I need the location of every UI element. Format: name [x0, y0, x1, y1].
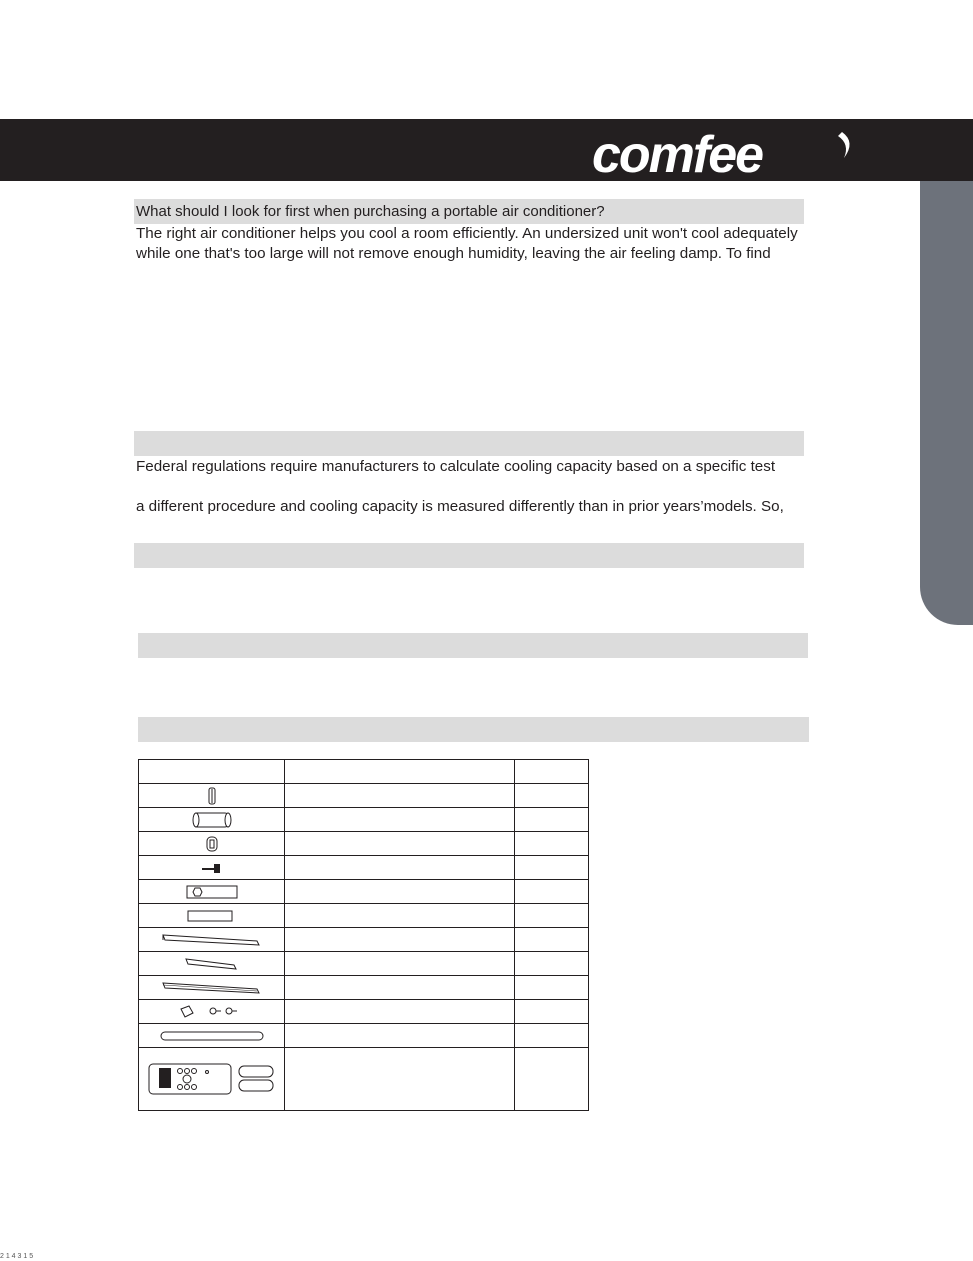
part-image-cell — [139, 832, 285, 856]
seal-strip-icon — [182, 909, 242, 923]
part-qty-cell — [515, 808, 589, 832]
part-qty-cell — [515, 832, 589, 856]
part-name-cell — [285, 1024, 515, 1048]
part-image-cell — [139, 904, 285, 928]
drain-hose-icon — [157, 1029, 267, 1043]
part-name-cell — [285, 832, 515, 856]
part-qty-cell — [515, 856, 589, 880]
header-cell-name — [285, 760, 515, 784]
part-image-cell — [139, 1024, 285, 1048]
table-row — [139, 1000, 589, 1024]
hose-connector-icon — [190, 810, 234, 830]
table-row — [139, 880, 589, 904]
part-image-cell — [139, 880, 285, 904]
part-qty-cell — [515, 880, 589, 904]
part-image-cell — [139, 1000, 285, 1024]
table-header-row — [139, 760, 589, 784]
part-qty-cell — [515, 904, 589, 928]
part-image-cell — [139, 808, 285, 832]
section-1-line-2: while one that's too large will not remove enough humidity, leaving the air feeling damp. To find — [136, 245, 771, 262]
table-row — [139, 952, 589, 976]
part-name-cell — [285, 952, 515, 976]
part-qty-cell — [515, 1024, 589, 1048]
part-name-cell — [285, 1048, 515, 1111]
header-cell-part — [139, 760, 285, 784]
part-qty-cell — [515, 928, 589, 952]
section-2-line-2: a different procedure and cooling capacity is measured differently than in prior years’models. So, — [136, 498, 784, 515]
logo-text: comfee — [592, 128, 763, 180]
table-row — [139, 856, 589, 880]
remote-and-batteries-icon — [147, 1062, 277, 1096]
part-image-cell — [139, 952, 285, 976]
clip-icon — [202, 786, 222, 806]
part-name-cell — [285, 784, 515, 808]
table-row — [139, 832, 589, 856]
side-tab — [920, 181, 973, 625]
part-qty-cell — [515, 976, 589, 1000]
part-image-cell — [139, 928, 285, 952]
part-qty-cell — [515, 952, 589, 976]
part-image-cell — [139, 976, 285, 1000]
section-4-heading — [138, 633, 808, 658]
part-name-cell — [285, 976, 515, 1000]
section-1-line-1: The right air conditioner helps you cool a room efficiently. An undersized unit won't cool adequately — [136, 225, 798, 242]
part-qty-cell — [515, 784, 589, 808]
table-row — [139, 904, 589, 928]
short-slider-icon — [182, 955, 242, 973]
part-image-cell — [139, 856, 285, 880]
part-image-cell — [139, 1048, 285, 1111]
part-name-cell — [285, 928, 515, 952]
table-row — [139, 784, 589, 808]
window-adapter-icon — [185, 884, 239, 900]
part-image-cell — [139, 784, 285, 808]
bracket-and-screws-icon — [177, 1003, 247, 1021]
section-3-heading — [134, 543, 804, 568]
screw-icon — [200, 861, 224, 875]
part-name-cell — [285, 808, 515, 832]
comfee-logo — [590, 128, 860, 180]
part-qty-cell — [515, 1000, 589, 1024]
table-row — [139, 976, 589, 1000]
part-name-cell — [285, 1000, 515, 1024]
part-name-cell — [285, 856, 515, 880]
section-1-heading: What should I look for first when purchasing a portable air conditioner? — [134, 199, 804, 224]
footer-text: 2 1 4 3 1 5 — [0, 1253, 34, 1260]
section-2-line-1: Federal regulations require manufacturers to calculate cooling capacity based on a specific test — [136, 458, 776, 475]
section-2-heading — [134, 431, 804, 456]
section-5-heading — [138, 717, 809, 742]
extension-slider-icon — [159, 979, 265, 997]
table-row — [139, 808, 589, 832]
table-row — [139, 1024, 589, 1048]
part-name-cell — [285, 880, 515, 904]
parts-table — [138, 759, 589, 1111]
clamp-icon — [202, 834, 222, 854]
part-name-cell — [285, 904, 515, 928]
header-cell-qty — [515, 760, 589, 784]
table-row — [139, 1048, 589, 1111]
long-slider-icon — [159, 931, 265, 949]
table-row — [139, 928, 589, 952]
part-qty-cell — [515, 1048, 589, 1111]
